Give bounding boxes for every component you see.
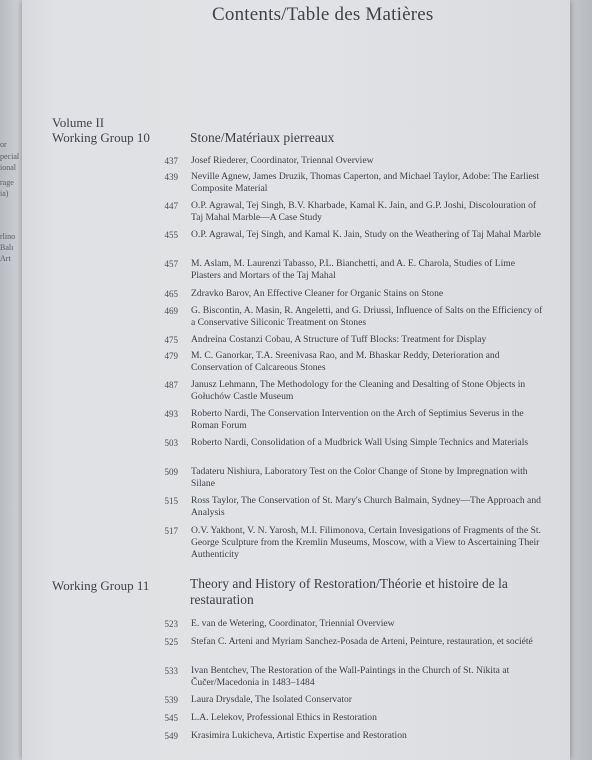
entry-text: O.P. Agrawal, Tej Singh, and Kamal K. Jain, Study on the Weathering of Taj Mahal Marble [191, 229, 541, 240]
entry-text: Zdravko Barov, An Effective Cleaner for Organic Stains on Stone [191, 288, 444, 299]
page-number: 549 [164, 731, 178, 741]
right-background [570, 0, 592, 760]
book-page [22, 0, 570, 760]
page-number: 509 [164, 467, 178, 477]
page-number: 545 [164, 713, 178, 723]
page-number: 523 [164, 619, 178, 629]
page-number: 479 [164, 351, 178, 361]
fragment-text: Art [0, 254, 11, 263]
fragment-text: rage [0, 178, 14, 187]
volume-label: Volume II [52, 115, 105, 130]
previous-page-edge [0, 0, 22, 760]
fragment-text: ional [0, 163, 16, 172]
section-heading: Theory and History of Restoration/Théorie et histoire de la restauration [190, 576, 508, 607]
page-number: 525 [164, 637, 178, 647]
entry-text: Andreina Costanzi Cobau, A Structure of Tuff Blocks: Treatment for Display [191, 334, 487, 345]
page-number: 517 [164, 526, 178, 536]
entry-text: Krasimira Lukicheva, Artistic Expertise and Restoration [191, 730, 407, 741]
page-number: 439 [164, 172, 178, 182]
entry-text: Ross Taylor, The Conservation of St. Mary's Church Balmain, Sydney—The Approach and Analysis [191, 495, 541, 518]
page-number: 475 [164, 335, 178, 345]
entry-text: M. C. Ganorkar, T.A. Sreenivasa Rao, and M. Bhaskar Reddy, Deterioration and Conservation of Calcareous Stones [191, 350, 500, 373]
page-number: 469 [164, 306, 178, 316]
entry-text: Roberto Nardi, The Conservation Intervention on the Arch of Septimius Severus in the Roman Forum [191, 408, 524, 431]
page-number: 437 [164, 156, 178, 166]
entry-text: Janusz Lehmann, The Methodology for the Cleaning and Desalting of Stone Objects in Gołuchów Castle Museum [191, 379, 526, 402]
fragment-text: pecial [0, 152, 20, 161]
page-number: 539 [164, 695, 178, 705]
page-number: 515 [164, 496, 178, 506]
page-number: 447 [164, 201, 178, 211]
page-number: 455 [164, 230, 178, 240]
working-group-label: Working Group 11 [52, 578, 150, 593]
entry-text: Laura Drysdale, The Isolated Conservator [191, 694, 352, 705]
entry-text: Ivan Bentchev, The Restoration of the Wall-Paintings in the Church of St. Nikita at Čučer/Macedonia in 1483–1484 [191, 665, 510, 688]
entry-text: M. Aslam, M. Laurenzi Tabasso, P.L. Bianchetti, and A. E. Charola, Studies of Lime Plasters and Mortars of the Taj Mahal [191, 258, 515, 281]
fragment-text: Balı [0, 243, 14, 252]
entry-text: Josef Riederer, Coordinator, Triennal Overview [191, 155, 374, 166]
entry-text: L.A. Lelekov, Professional Ethics in Restoration [191, 712, 377, 723]
fragment-text: rlino [0, 232, 16, 241]
page-number: 493 [164, 409, 178, 419]
working-group-label: Working Group 10 [52, 130, 150, 145]
page-number: 503 [164, 438, 178, 448]
entry-text: Tadateru Nishiura, Laboratory Test on the Color Change of Stone by Impregnation with Silane [191, 466, 528, 489]
page-title: Contents/Table des Matières [212, 4, 434, 25]
entry-text: Roberto Nardi, Consolidation of a Mudbrick Wall Using Simple Technics and Materials [191, 437, 529, 448]
entry-text: O.P. Agrawal, Tej Singh, B.V. Kharbade, Kamal K. Jain, and G.P. Joshi, Discolouration of Taj Mahal Marble—A Case Study [191, 200, 537, 223]
fragment-text: ia) [0, 189, 9, 198]
fragment-text: or [0, 140, 7, 149]
entry-text: E. van de Wetering, Coordinator, Triennial Overview [191, 618, 395, 629]
entry-text: G. Biscontin, A. Masin, R. Angeletti, and G. Driussi, Influence of Salts on the Efficiency of a Conservative Siliconic Treatment on Stones [191, 305, 543, 328]
entry-text: Stefan C. Arteni and Myriam Sanchez-Posada de Arteni, Peinture, restauration, et société [191, 636, 533, 647]
page-number: 487 [164, 380, 178, 390]
section-heading: Stone/Matériaux pierreaux [190, 130, 335, 145]
page-number: 465 [164, 289, 178, 299]
page-number: 533 [164, 666, 178, 676]
entry-text: O.V. Yakhont, V. N. Yarosh, M.I. Filimonova, Certain Invesigations of Fragments of the St. George Sculpture from the Kremlin Museums, Moscow, with a View to Ascertaining Their Authenticity [191, 525, 541, 560]
entry-text: Neville Agnew, James Druzik, Thomas Caperton, and Michael Taylor, Adobe: The Earliest Composite Material [191, 171, 540, 194]
page-number: 457 [164, 259, 178, 269]
